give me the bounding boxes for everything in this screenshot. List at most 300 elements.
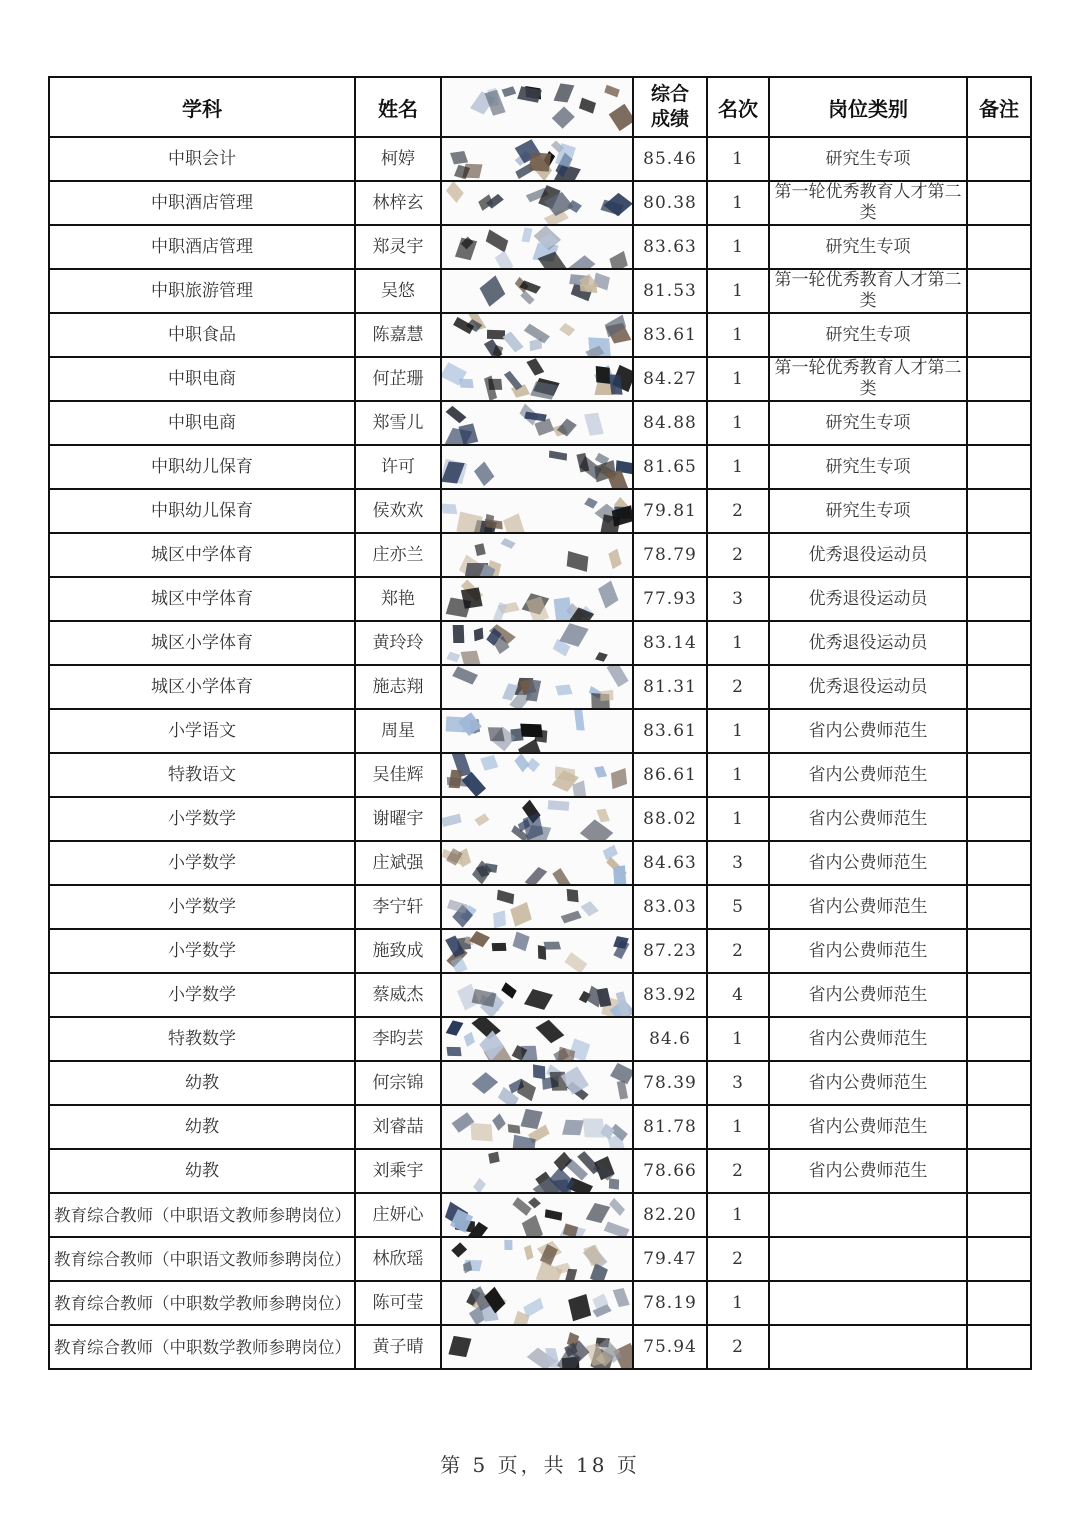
mosaic-shard <box>554 83 575 102</box>
cell-subject: 小学语文 <box>49 709 355 753</box>
cell-category: 优秀退役运动员 <box>769 621 967 665</box>
redaction-mosaic <box>442 1194 632 1236</box>
mosaic-shard <box>611 768 627 789</box>
cell-category <box>769 1237 967 1281</box>
mosaic-shard <box>609 1178 619 1189</box>
mosaic-shard <box>594 766 607 778</box>
mosaic-shard <box>480 755 498 771</box>
cell-score: 84.27 <box>633 357 707 401</box>
mosaic-shard <box>545 1209 562 1221</box>
redaction-mosaic <box>442 490 632 532</box>
cell-note <box>967 445 1031 489</box>
header-rank: 名次 <box>707 77 769 137</box>
table-row <box>49 1017 1031 1061</box>
cell-rank: 2 <box>707 1325 769 1369</box>
mosaic-shard <box>578 97 595 113</box>
cell-category: 省内公费师范生 <box>769 1149 967 1193</box>
cell-subject: 幼教 <box>49 1061 355 1105</box>
redaction-mosaic <box>442 226 632 268</box>
cell-category: 研究生专项 <box>769 445 967 489</box>
mosaic-shard <box>445 406 466 423</box>
cell-redacted <box>441 1281 633 1325</box>
cell-name: 郑艳 <box>355 577 441 621</box>
cell-rank: 1 <box>707 1281 769 1325</box>
table-row <box>49 401 1031 445</box>
cell-note <box>967 929 1031 973</box>
cell-score: 85.46 <box>633 137 707 181</box>
cell-subject: 中职幼儿保育 <box>49 445 355 489</box>
cell-score: 86.61 <box>633 753 707 797</box>
cell-score: 82.20 <box>633 1193 707 1237</box>
cell-rank: 1 <box>707 797 769 841</box>
cell-score: 83.03 <box>633 885 707 929</box>
cell-score: 83.92 <box>633 973 707 1017</box>
header-row <box>49 77 1031 137</box>
cell-score: 83.61 <box>633 313 707 357</box>
cell-note <box>967 225 1031 269</box>
mosaic-shard <box>520 1109 542 1130</box>
mosaic-shard <box>563 1223 578 1236</box>
cell-subject: 中职酒店管理 <box>49 181 355 225</box>
cell-redacted <box>441 137 633 181</box>
mosaic-shard <box>504 1240 513 1251</box>
cell-note <box>967 533 1031 577</box>
mosaic-shard <box>456 512 482 532</box>
cell-name: 林梓玄 <box>355 181 441 225</box>
mosaic-shard <box>603 193 632 217</box>
cell-subject: 中职会计 <box>49 137 355 181</box>
cell-rank: 1 <box>707 269 769 313</box>
header-name: 姓名 <box>355 77 441 137</box>
cell-redacted <box>441 533 633 577</box>
cell-subject: 中职酒店管理 <box>49 225 355 269</box>
cell-redacted <box>441 1325 633 1369</box>
header-category: 岗位类别 <box>769 77 967 137</box>
cell-score: 84.88 <box>633 401 707 445</box>
mosaic-shard <box>526 358 545 376</box>
cell-redacted <box>441 1061 633 1105</box>
cell-category: 省内公费师范生 <box>769 1061 967 1105</box>
mosaic-shard <box>502 332 523 353</box>
cell-rank: 1 <box>707 313 769 357</box>
table-row <box>49 709 1031 753</box>
mosaic-shard <box>480 275 506 306</box>
mosaic-shard <box>522 1215 543 1236</box>
table-row <box>49 533 1031 577</box>
cell-score: 81.65 <box>633 445 707 489</box>
mosaic-shard <box>494 251 513 268</box>
cell-redacted <box>441 709 633 753</box>
cell-score: 78.66 <box>633 1149 707 1193</box>
cell-rank: 1 <box>707 401 769 445</box>
cell-category: 省内公费师范生 <box>769 753 967 797</box>
mosaic-shard <box>453 625 464 643</box>
cell-category: 省内公费师范生 <box>769 929 967 973</box>
cell-category: 第一轮优秀教育人才第二类 <box>769 357 967 401</box>
cell-rank: 2 <box>707 665 769 709</box>
cell-name: 庄妍心 <box>355 1193 441 1237</box>
mosaic-shard <box>447 652 461 662</box>
mosaic-shard <box>580 901 599 916</box>
cell-note <box>967 1061 1031 1105</box>
cell-subject: 小学数学 <box>49 797 355 841</box>
cell-note <box>967 401 1031 445</box>
results-table <box>48 76 1032 1370</box>
mosaic-shard <box>569 1294 592 1321</box>
cell-redacted <box>441 753 633 797</box>
cell-rank: 1 <box>707 1017 769 1061</box>
cell-redacted <box>441 225 633 269</box>
cell-name: 庄斌强 <box>355 841 441 885</box>
mosaic-shard <box>471 1123 493 1142</box>
mosaic-shard <box>503 514 524 532</box>
table-row <box>49 357 1031 401</box>
mosaic-shard <box>462 772 486 796</box>
cell-category: 研究生专项 <box>769 489 967 533</box>
mosaic-shard <box>530 381 558 399</box>
table-row <box>49 841 1031 885</box>
cell-name: 黄玲玲 <box>355 621 441 665</box>
mosaic-shard <box>608 548 621 569</box>
cell-note <box>967 621 1031 665</box>
cell-name: 何宗锦 <box>355 1061 441 1105</box>
mosaic-shard <box>558 323 574 337</box>
redaction-mosaic <box>442 1150 632 1192</box>
mosaic-shard <box>460 379 474 388</box>
mosaic-shard <box>529 153 551 172</box>
cell-subject: 教育综合教师（中职语文教师参聘岗位） <box>49 1237 355 1281</box>
cell-redacted <box>441 929 633 973</box>
cell-subject: 特教语文 <box>49 753 355 797</box>
mosaic-shard <box>609 1198 625 1216</box>
cell-category: 省内公费师范生 <box>769 1105 967 1149</box>
cell-rank: 4 <box>707 973 769 1017</box>
cell-note <box>967 1105 1031 1149</box>
mosaic-shard <box>450 151 468 165</box>
mosaic-shard <box>474 462 495 487</box>
mosaic-shard <box>574 710 584 730</box>
cell-category: 优秀退役运动员 <box>769 665 967 709</box>
cell-subject: 教育综合教师（中职语文教师参聘岗位） <box>49 1193 355 1237</box>
cell-rank: 1 <box>707 137 769 181</box>
cell-rank: 1 <box>707 181 769 225</box>
mosaic-shard <box>500 538 516 549</box>
redaction-mosaic <box>442 182 632 224</box>
mosaic-shard <box>521 228 532 243</box>
cell-redacted <box>441 1193 633 1237</box>
mosaic-shard <box>553 598 572 620</box>
redaction-mosaic <box>442 754 632 796</box>
cell-redacted <box>441 313 633 357</box>
cell-note <box>967 753 1031 797</box>
mosaic-shard <box>611 1063 632 1084</box>
cell-category: 研究生专项 <box>769 313 967 357</box>
mosaic-shard <box>455 237 478 260</box>
cell-score: 79.47 <box>633 1237 707 1281</box>
mosaic-shard <box>603 1222 629 1236</box>
redaction-mosaic <box>442 842 632 884</box>
mosaic-shard <box>517 86 542 103</box>
mosaic-shard <box>451 1242 467 1258</box>
cell-name: 吴佳辉 <box>355 753 441 797</box>
cell-category: 省内公费师范生 <box>769 1017 967 1061</box>
cell-note <box>967 181 1031 225</box>
header-redacted <box>441 77 633 137</box>
cell-score: 78.19 <box>633 1281 707 1325</box>
cell-rank: 2 <box>707 533 769 577</box>
table-row <box>49 1193 1031 1237</box>
cell-redacted <box>441 489 633 533</box>
mosaic-shard <box>473 1178 486 1192</box>
cell-note <box>967 489 1031 533</box>
table-row <box>49 1105 1031 1149</box>
redaction-mosaic <box>442 666 632 708</box>
redaction-mosaic <box>442 1018 632 1060</box>
cell-subject: 教育综合教师（中职数学教师参聘岗位） <box>49 1325 355 1369</box>
mosaic-shard <box>492 943 507 951</box>
cell-note <box>967 885 1031 929</box>
mosaic-shard <box>553 868 571 884</box>
table-row <box>49 797 1031 841</box>
table-row <box>49 665 1031 709</box>
mosaic-shard <box>460 587 482 609</box>
cell-redacted <box>441 973 633 1017</box>
redaction-mosaic <box>442 270 632 312</box>
cell-rank: 2 <box>707 489 769 533</box>
cell-redacted <box>441 621 633 665</box>
cell-subject: 小学数学 <box>49 973 355 1017</box>
table-row <box>49 1237 1031 1281</box>
cell-note <box>967 1193 1031 1237</box>
cell-rank: 5 <box>707 885 769 929</box>
cell-name: 施志翔 <box>355 665 441 709</box>
cell-note <box>967 665 1031 709</box>
mosaic-shard <box>492 1113 506 1130</box>
mosaic-shard <box>613 865 626 884</box>
cell-name: 谢曜宇 <box>355 797 441 841</box>
redaction-mosaic <box>442 402 632 444</box>
mosaic-shard <box>607 666 629 687</box>
cell-name: 侯欢欢 <box>355 489 441 533</box>
header-note: 备注 <box>967 77 1031 137</box>
redaction-mosaic <box>442 974 632 1016</box>
mosaic-shard <box>523 1244 533 1260</box>
redaction-mosaic <box>442 886 632 928</box>
mosaic-shard <box>502 983 517 999</box>
cell-score: 75.94 <box>633 1325 707 1369</box>
cell-rank: 1 <box>707 1193 769 1237</box>
table-row <box>49 577 1031 621</box>
cell-category: 第一轮优秀教育人才第二类 <box>769 181 967 225</box>
mosaic-shard <box>487 330 505 339</box>
cell-name: 陈嘉慧 <box>355 313 441 357</box>
cell-redacted <box>441 401 633 445</box>
mosaic-shard <box>526 679 541 701</box>
cell-score: 83.63 <box>633 225 707 269</box>
cell-score: 81.78 <box>633 1105 707 1149</box>
mosaic-shard <box>535 1019 564 1042</box>
table-row <box>49 313 1031 357</box>
cell-score: 81.31 <box>633 665 707 709</box>
cell-score: 81.53 <box>633 269 707 313</box>
mosaic-shard <box>449 1336 472 1357</box>
cell-score: 83.14 <box>633 621 707 665</box>
mosaic-shard <box>566 551 588 572</box>
mosaic-shard <box>597 809 610 822</box>
cell-rank: 3 <box>707 1061 769 1105</box>
redaction-mosaic <box>442 1326 632 1368</box>
cell-redacted <box>441 1149 633 1193</box>
cell-score: 88.02 <box>633 797 707 841</box>
cell-note <box>967 973 1031 1017</box>
redaction-mosaic <box>442 446 632 488</box>
table-row <box>49 181 1031 225</box>
cell-name: 李昀芸 <box>355 1017 441 1061</box>
cell-redacted <box>441 357 633 401</box>
cell-subject: 中职幼儿保育 <box>49 489 355 533</box>
cell-category: 优秀退役运动员 <box>769 577 967 621</box>
table-row <box>49 137 1031 181</box>
mosaic-shard <box>442 504 458 515</box>
cell-category: 省内公费师范生 <box>769 709 967 753</box>
cell-category <box>769 1281 967 1325</box>
cell-category: 省内公费师范生 <box>769 885 967 929</box>
cell-name: 何芷珊 <box>355 357 441 401</box>
mosaic-shard <box>552 106 574 128</box>
page-number: 第 5 页，共 18 页 <box>440 1453 640 1477</box>
cell-name: 柯婷 <box>355 137 441 181</box>
mosaic-shard <box>533 1064 545 1079</box>
cell-subject: 幼教 <box>49 1149 355 1193</box>
mosaic-shard <box>599 581 619 609</box>
cell-name: 蔡威杰 <box>355 973 441 1017</box>
cell-note <box>967 1149 1031 1193</box>
redaction-mosaic <box>442 798 632 840</box>
mosaic-shard <box>602 844 618 860</box>
table-row <box>49 621 1031 665</box>
cell-name: 刘乘宇 <box>355 1149 441 1193</box>
cell-name: 刘睿喆 <box>355 1105 441 1149</box>
mosaic-shard <box>584 412 604 435</box>
redaction-mosaic <box>442 1238 632 1280</box>
cell-name: 郑灵宇 <box>355 225 441 269</box>
cell-score: 80.38 <box>633 181 707 225</box>
table-row <box>49 929 1031 973</box>
mosaic-shard <box>472 1072 498 1094</box>
mosaic-shard <box>562 1119 583 1134</box>
redaction-mosaic <box>442 1106 632 1148</box>
mosaic-shard <box>577 453 590 472</box>
cell-redacted <box>441 665 633 709</box>
cell-redacted <box>441 841 633 885</box>
mosaic-shard <box>513 932 531 952</box>
cell-rank: 3 <box>707 577 769 621</box>
redaction-mosaic <box>442 1282 632 1324</box>
mosaic-shard <box>600 690 613 701</box>
redaction-mosaic <box>442 314 632 356</box>
cell-score: 77.93 <box>633 577 707 621</box>
cell-subject: 中职旅游管理 <box>49 269 355 313</box>
cell-name: 李宁轩 <box>355 885 441 929</box>
cell-rank: 1 <box>707 357 769 401</box>
cell-subject: 中职电商 <box>49 357 355 401</box>
cell-name: 庄亦兰 <box>355 533 441 577</box>
cell-rank: 1 <box>707 225 769 269</box>
mosaic-shard <box>489 1151 500 1163</box>
cell-category: 优秀退役运动员 <box>769 533 967 577</box>
mosaic-shard <box>484 90 505 116</box>
mosaic-shard <box>493 910 506 928</box>
mosaic-shard <box>442 814 462 828</box>
cell-name: 陈可莹 <box>355 1281 441 1325</box>
mosaic-shard <box>609 374 622 394</box>
table-row <box>49 1325 1031 1369</box>
mosaic-shard <box>585 498 598 509</box>
cell-subject: 小学数学 <box>49 885 355 929</box>
mosaic-shard <box>549 451 567 461</box>
redaction-mosaic <box>442 358 632 400</box>
cell-category: 省内公费师范生 <box>769 841 967 885</box>
table-row <box>49 445 1031 489</box>
mosaic-shard <box>497 889 515 904</box>
cell-name: 周星 <box>355 709 441 753</box>
cell-subject: 特教数学 <box>49 1017 355 1061</box>
cell-score: 83.61 <box>633 709 707 753</box>
cell-rank: 1 <box>707 1105 769 1149</box>
mosaic-shard <box>460 651 482 664</box>
mosaic-shard <box>548 800 569 811</box>
cell-note <box>967 577 1031 621</box>
mosaic-shard <box>502 87 517 98</box>
mosaic-shard <box>507 1124 520 1134</box>
mosaic-shard <box>609 251 628 268</box>
redaction-mosaic <box>442 138 632 180</box>
cell-note <box>967 1281 1031 1325</box>
header-subject: 学科 <box>49 77 355 137</box>
cell-rank: 1 <box>707 753 769 797</box>
mosaic-shard <box>565 952 588 972</box>
redaction-mosaic <box>442 622 632 664</box>
mosaic-shard <box>485 230 508 253</box>
mosaic-shard <box>568 255 595 268</box>
mosaic-shard <box>579 820 612 840</box>
cell-name: 黄子晴 <box>355 1325 441 1369</box>
mosaic-shard <box>475 544 486 556</box>
cell-score: 78.79 <box>633 533 707 577</box>
cell-name: 郑雪儿 <box>355 401 441 445</box>
cell-rank: 2 <box>707 1149 769 1193</box>
cell-note <box>967 269 1031 313</box>
cell-subject: 中职电商 <box>49 401 355 445</box>
cell-subject: 幼教 <box>49 1105 355 1149</box>
cell-note <box>967 313 1031 357</box>
cell-rank: 1 <box>707 709 769 753</box>
cell-rank: 1 <box>707 445 769 489</box>
cell-category: 研究生专项 <box>769 401 967 445</box>
cell-redacted <box>441 1105 633 1149</box>
cell-note <box>967 1325 1031 1369</box>
cell-redacted <box>441 885 633 929</box>
cell-redacted <box>441 1237 633 1281</box>
cell-subject: 城区小学体育 <box>49 665 355 709</box>
cell-note <box>967 797 1031 841</box>
mosaic-shard <box>454 165 470 180</box>
mosaic-shard <box>560 911 581 924</box>
cell-category: 第一轮优秀教育人才第二类 <box>769 269 967 313</box>
mosaic-shard <box>464 1031 475 1046</box>
redaction-mosaic <box>442 710 632 752</box>
cell-subject: 城区小学体育 <box>49 621 355 665</box>
